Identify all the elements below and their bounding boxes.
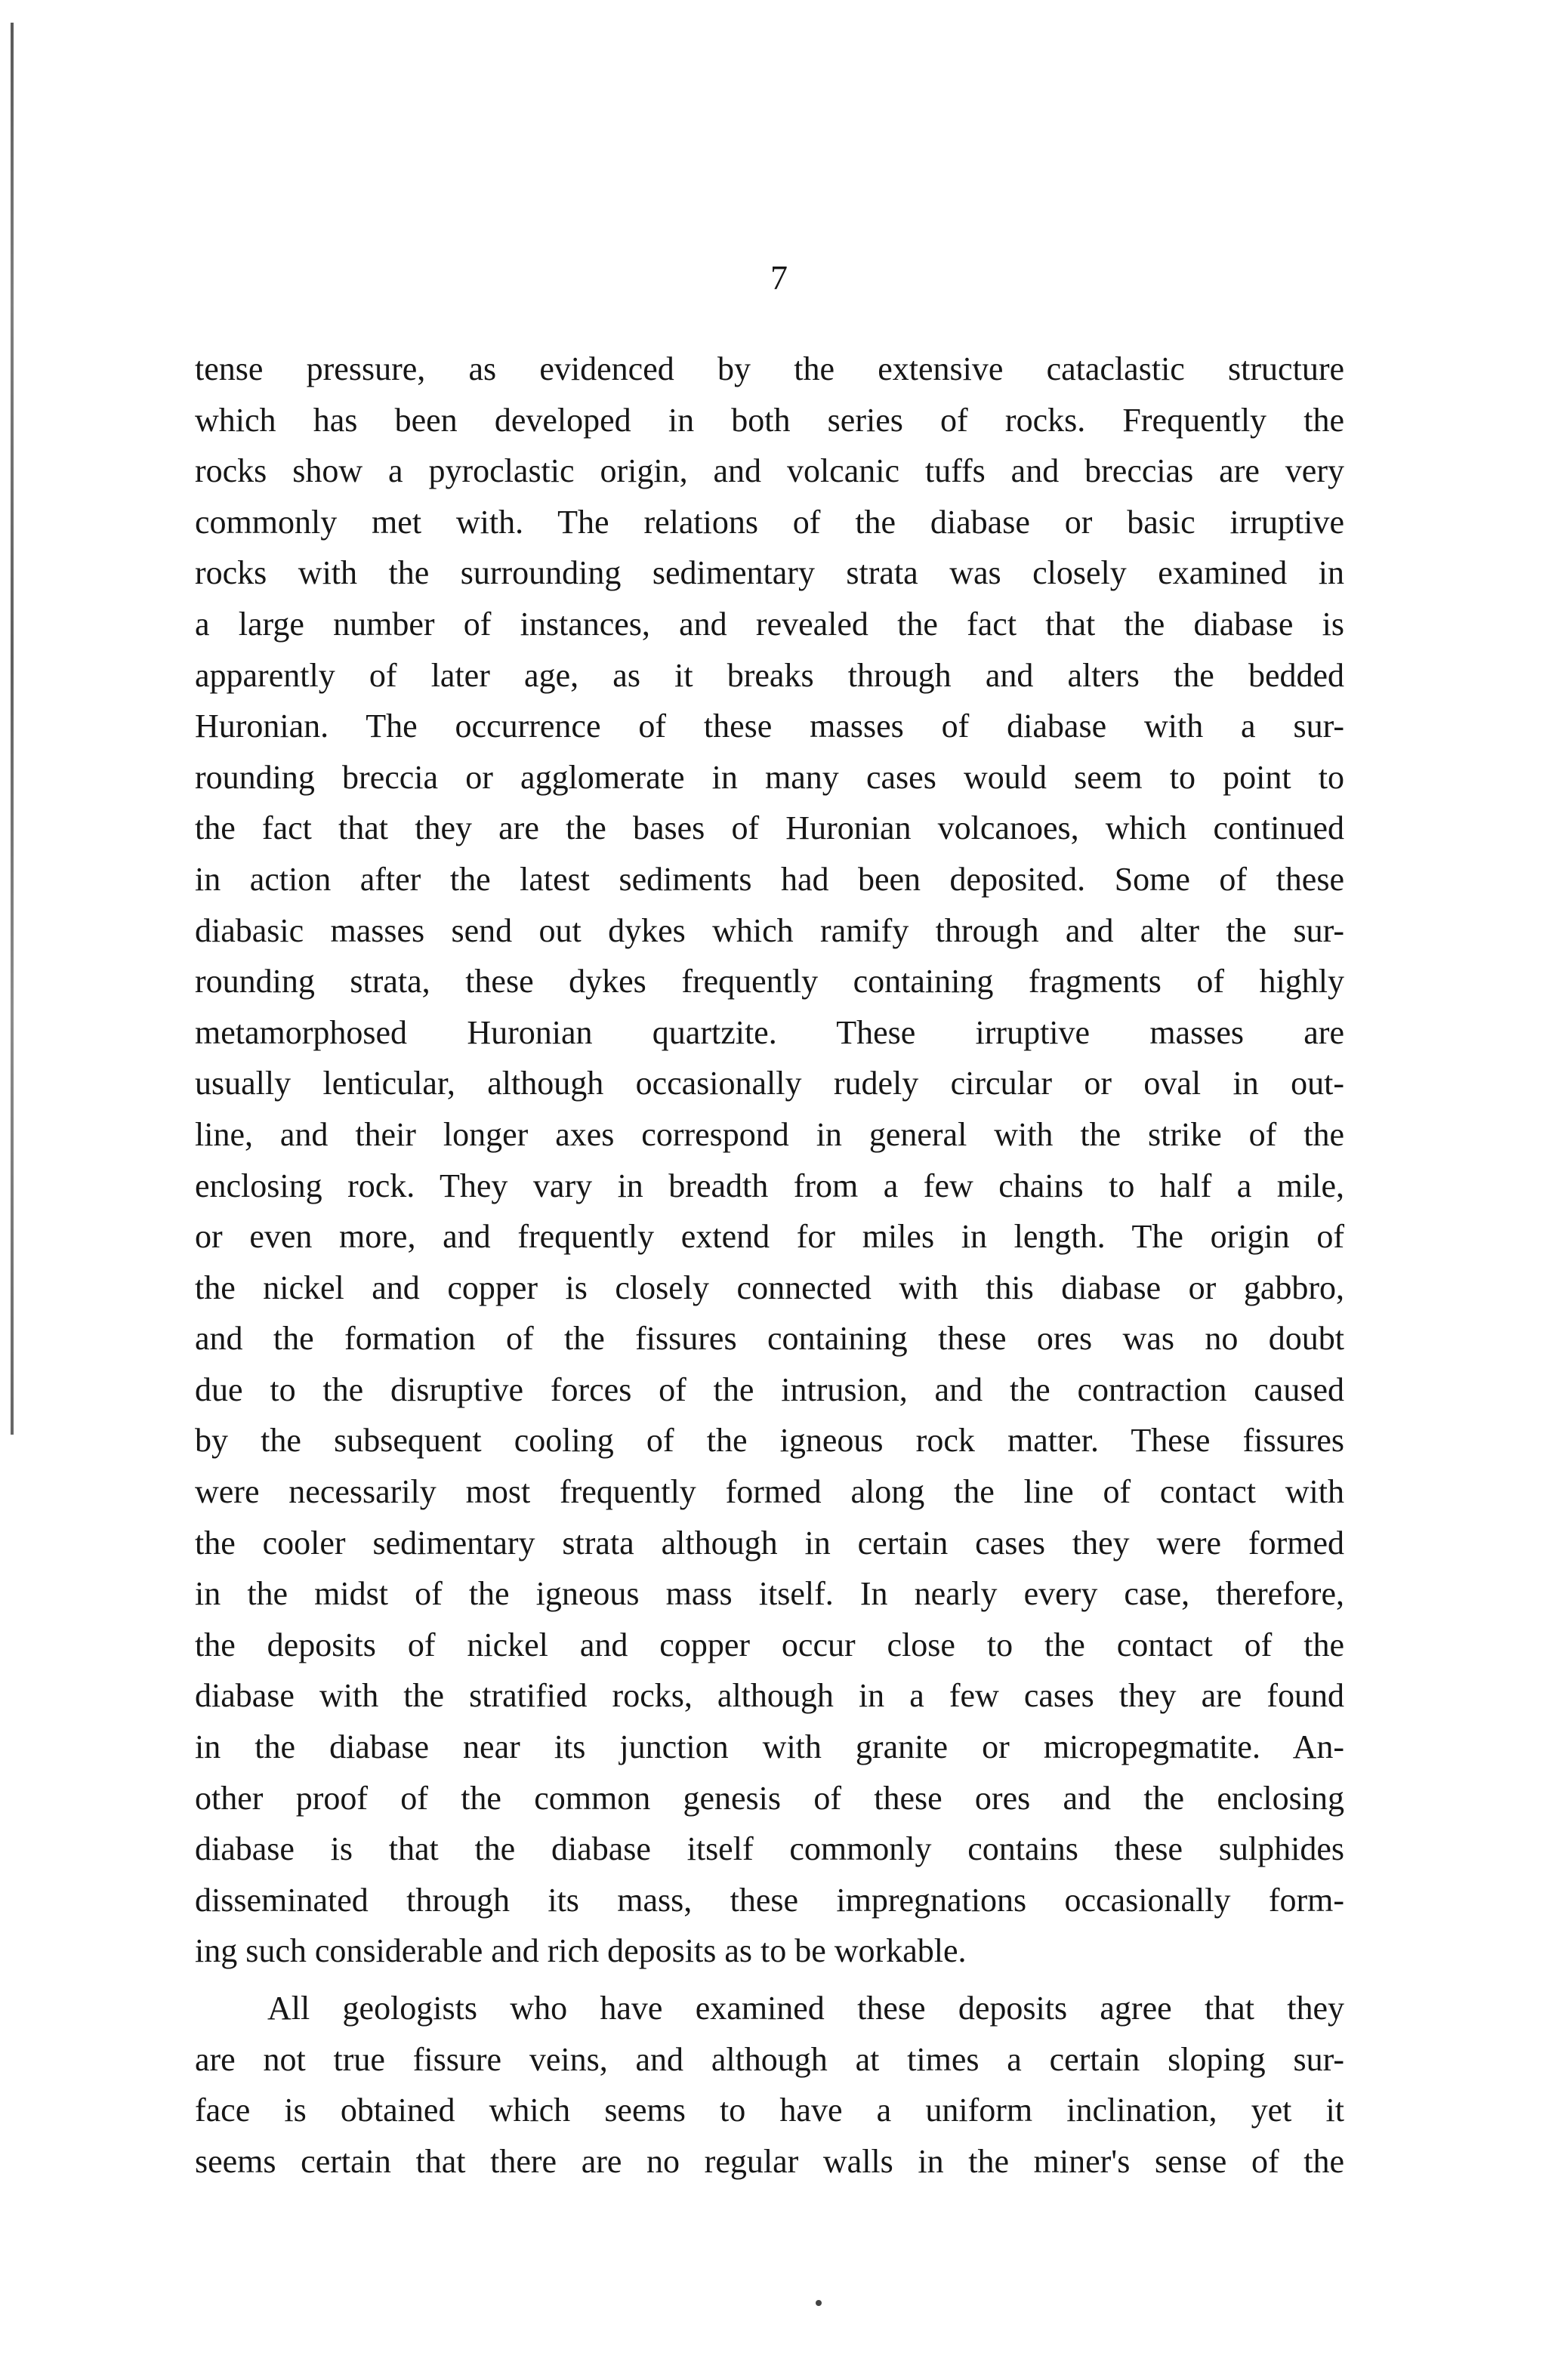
text-line: commonly met with. The relations of the diabase or basic irruptive <box>195 503 1344 541</box>
text-line: a large number of instances, and revealed the fact that the diabase is <box>195 605 1344 643</box>
text-line: apparently of later age, as it breaks through and alters the bedded <box>195 656 1344 694</box>
text-line: are not true fissure veins, and although at times a certain sloping sur- <box>195 2040 1344 2078</box>
text-line: diabase with the stratified rocks, although in a few cases they are found <box>195 1677 1344 1715</box>
text-line: Huronian. The occurrence of these masses of diabase with a sur- <box>195 708 1344 745</box>
text-line: were necessarily most frequently formed along the line of contact with <box>195 1473 1344 1511</box>
text-line: enclosing rock. They vary in breadth from a few chains to half a mile, <box>195 1167 1344 1204</box>
text-line: the nickel and copper is closely connected with this diabase or gabbro, <box>195 1269 1344 1306</box>
text-line: All geologists who have examined these deposits agree that they <box>267 1990 1344 2027</box>
scan-binding-edge <box>11 23 14 1435</box>
text-line: by the subsequent cooling of the igneous rock matter. These fissures <box>195 1422 1344 1460</box>
paragraph-gap <box>195 1977 1344 1983</box>
text-line: or even more, and frequently extend for miles in length. The origin of <box>195 1218 1344 1256</box>
text-line: rocks show a pyroclastic origin, and volcanic tuffs and breccias are very <box>195 452 1344 490</box>
text-line: the fact that they are the bases of Huronian volcanoes, which continued <box>195 809 1344 847</box>
text-line: diabasic masses send out dykes which ramify through and alter the sur- <box>195 911 1344 949</box>
text-line: face is obtained which seems to have a uniform inclination, yet it <box>195 2092 1344 2129</box>
text-line: and the formation of the fissures containing these ores was no doubt <box>195 1320 1344 1358</box>
text-line: disseminated through its mass, these impregnations occasionally form- <box>195 1881 1344 1919</box>
page-number: 7 <box>770 258 788 297</box>
text-line: which has been developed in both series of rocks. Frequently the <box>195 401 1344 439</box>
text-line: tense pressure, as evidenced by the extensive cataclastic structure <box>195 350 1344 387</box>
text-line: due to the disruptive forces of the intrusion, and the contraction caused <box>195 1370 1344 1408</box>
text-line: line, and their longer axes correspond in general with the strike of the <box>195 1115 1344 1153</box>
text-line: in action after the latest sediments had been deposited. Some of these <box>195 860 1344 898</box>
text-line: in the diabase near its junction with granite or micropegmatite. An- <box>195 1728 1344 1766</box>
text-line: ing such considerable and rich deposits as to be workable. <box>195 1932 967 1970</box>
print-speck <box>816 2300 822 2306</box>
text-line: diabase is that the diabase itself commonly contains these sulphides <box>195 1830 1344 1868</box>
text-line: rounding breccia or agglomerate in many cases would seem to point to <box>195 758 1344 796</box>
text-line: the deposits of nickel and copper occur close to the contact of the <box>195 1626 1344 1663</box>
text-line: in the midst of the igneous mass itself. In nearly every case, therefore, <box>195 1575 1344 1613</box>
text-line: metamorphosed Huronian quartzite. These irruptive masses are <box>195 1013 1344 1051</box>
text-line: rounding strata, these dykes frequently containing fragments of highly <box>195 963 1344 1000</box>
text-line: the cooler sedimentary strata although in certain cases they were formed <box>195 1524 1344 1561</box>
text-line: rocks with the surrounding sedimentary strata was closely examined in <box>195 554 1344 592</box>
text-line: seems certain that there are no regular walls in the miner's sense of the <box>195 2142 1344 2180</box>
body-text <box>195 344 1344 2187</box>
text-line: usually lenticular, although occasionally rudely circular or oval in out- <box>195 1065 1344 1102</box>
text-line: other proof of the common genesis of these ores and the enclosing <box>195 1779 1344 1817</box>
